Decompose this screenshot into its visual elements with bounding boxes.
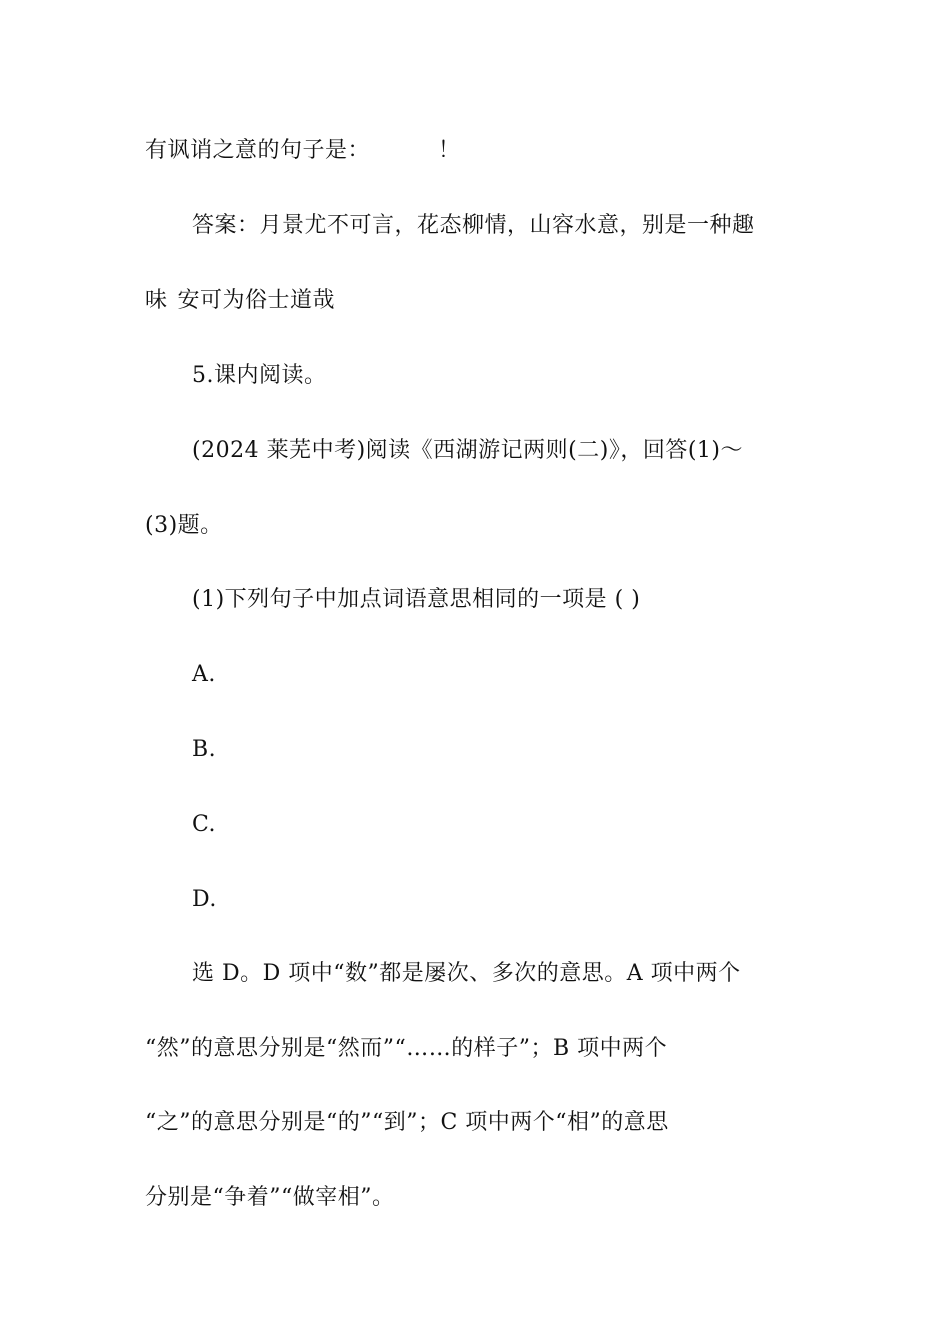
question-prefix-text: 有讽诮之意的句子是： [145, 138, 371, 163]
option-d: D. [192, 887, 217, 912]
reading-instruction-line-1: (2024 莱芜中考)阅读《西湖游记两则(二)》，回答(1)～ [192, 438, 743, 463]
answer-line-2 [145, 286, 810, 316]
option-c: C. [192, 812, 217, 837]
answer-line-2-part-a: 味 [145, 288, 168, 313]
explanation-line-4: 分别是“争着”“做宰相”。 [145, 1185, 395, 1210]
sub-question: (1)下列句子中加点词语意思相同的一项是 ( ) [192, 587, 641, 612]
option-b: B. [192, 737, 217, 762]
answer-line-2-part-b: 安可为俗士道哉 [177, 288, 336, 313]
answer-line-1: 答案：月景尤不可言，花态柳情，山容水意，别是一种趣 [192, 213, 755, 238]
explanation-line-3: “之”的意思分别是“的”“到”；C 项中两个“相”的意思 [145, 1110, 669, 1135]
reading-instruction-line-2: (3)题。 [145, 513, 223, 538]
question-line [145, 136, 810, 166]
section-heading: 5.课内阅读。 [192, 363, 327, 388]
explanation-line-1: 选 D。D 项中“数”都是屡次、多次的意思。A 项中两个 [192, 961, 741, 986]
option-a: A. [192, 662, 216, 687]
question-suffix-text: ！ [438, 138, 461, 163]
explanation-line-2: “然”的意思分别是“然而”“……的样子”；B 项中两个 [145, 1036, 668, 1061]
